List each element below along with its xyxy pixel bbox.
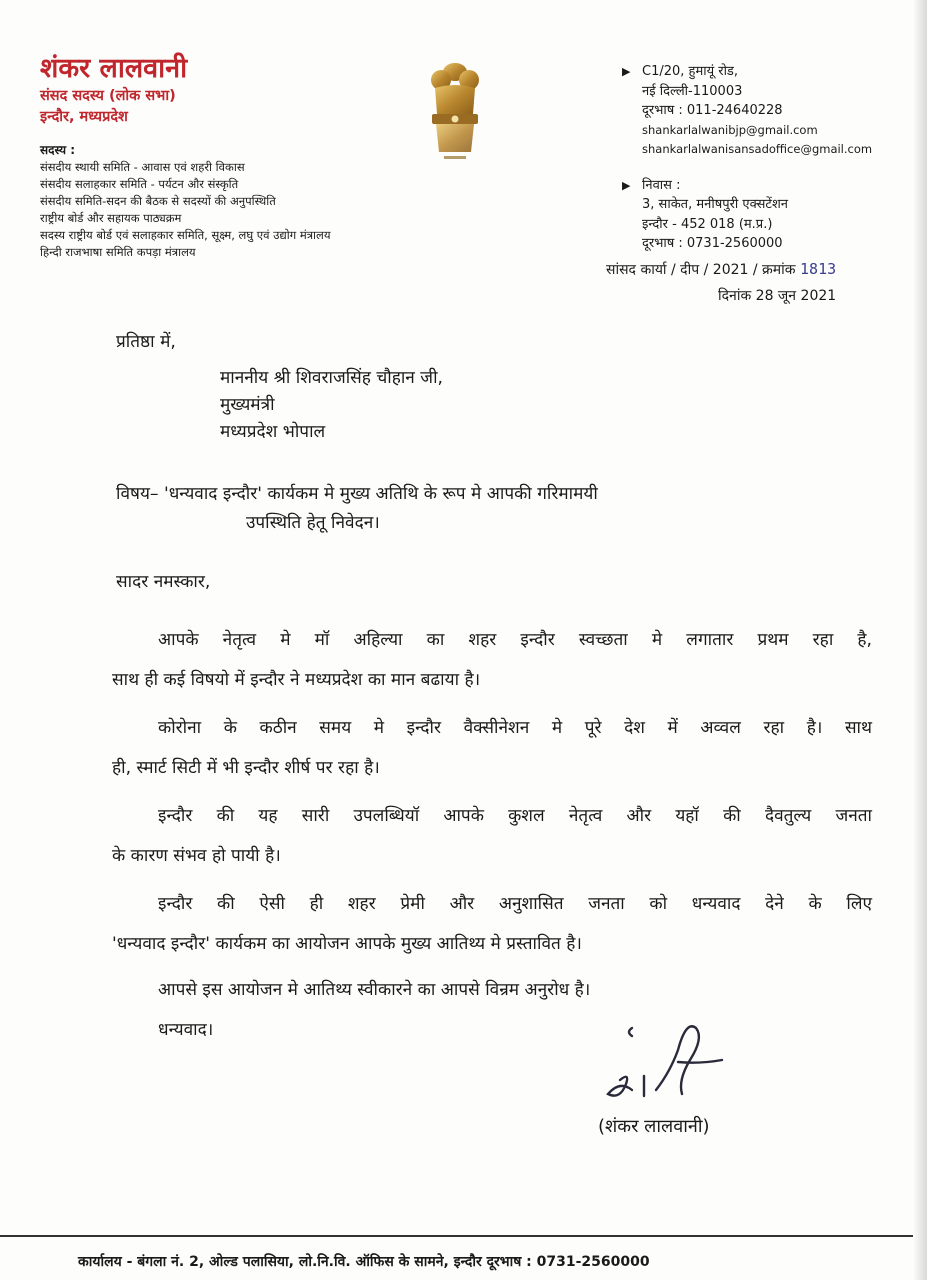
- paragraph-line: 'धन्यवाद इन्दौर' कार्यकम का आयोजन आपके मुख्य आतिथ्य मे प्रस्तावित है।: [112, 934, 582, 954]
- paragraph-line: इन्दौर की ऐसी ही शहर प्रेमी और अनुशासित जनता को धन्यवाद देने के लिए: [158, 894, 872, 914]
- delhi-address-line: नई दिल्ली-110003: [642, 83, 743, 99]
- letterhead-left: [40, 52, 420, 128]
- letter-date: दिनांक 28 जून 2021: [718, 288, 837, 304]
- greeting: सादर नमस्कार,: [116, 572, 211, 592]
- recipient-place: मध्यप्रदेश भोपाल: [220, 422, 326, 442]
- subject-line: उपस्थिति हेतू निवेदन।: [246, 513, 380, 533]
- residence-phone: दूरभाष : 0731-2560000: [642, 236, 783, 251]
- residence-label: निवास :: [642, 177, 681, 193]
- letterhead-right: [622, 62, 902, 254]
- membership-item: सदस्य राष्ट्रीय बोर्ड एवं सलाहकार समिति, सूक्ष्म, लघु एवं उद्योग मंत्रालय: [40, 228, 331, 242]
- membership-item: संसदीय सलाहकार समिति - पर्यटन और संस्कृति: [40, 177, 239, 191]
- recipient-name: माननीय श्री शिवराजसिंह चौहान जी,: [220, 368, 443, 388]
- paragraph: [112, 892, 872, 972]
- paragraph: [112, 628, 872, 708]
- email-link[interactable]: shankarlalwanisansadoffice@gmail.com: [642, 142, 873, 156]
- page-edge-shadow: [913, 0, 927, 1280]
- residence-address-line: 3, साकेत, मनीषपुरी एक्सटेंशन: [642, 197, 789, 212]
- membership-item: संसदीय समिति-सदन की बैठक से सदस्यों की अनुपस्थिति: [40, 194, 276, 208]
- ref-prefix: सांसद कार्या / दीप / 2021 / क्रमांक: [606, 262, 796, 278]
- subject-line: विषय– 'धन्यवाद इन्दौर' कार्यकम मे मुख्य अतिथि के रूप मे आपकी गरिमामयी: [116, 484, 598, 504]
- recipient-title: मुख्यमंत्री: [220, 395, 275, 415]
- paragraph-line: आपके नेतृत्व मे मॉ अहिल्या का शहर इन्दौर स्वच्छता मे लगातार प्रथम रहा है,: [158, 630, 872, 650]
- footer-office-address: कार्यालय - बंगला नं. 2, ओल्ड पलासिया, लो.नि.वि. ऑफिस के सामने, इन्दौर दूरभाष : 0731-2560000: [78, 1254, 650, 1270]
- membership-item: हिन्दी राजभाषा समिति कपड़ा मंत्रालय: [40, 245, 196, 259]
- paragraph: [112, 716, 872, 796]
- delhi-phone: दूरभाष : 011-24640228: [642, 103, 783, 118]
- salutation-to: प्रतिष्ठा में,: [116, 332, 176, 352]
- handwritten-signature: [590, 1010, 770, 1110]
- sender-place: इन्दौर, मध्यप्रदेश: [40, 109, 128, 125]
- bullet-arrow-icon: ▶: [622, 178, 631, 192]
- paragraph-line: साथ ही कई विषयो में इन्दौर ने मध्यप्रदेश का मान बढाया है।: [112, 670, 481, 690]
- residence-address-line: इन्दौर - 452 018 (म.प्र.): [642, 216, 773, 232]
- sender-name: शंकर लालवानी: [40, 53, 188, 84]
- subject-block: [116, 482, 876, 535]
- bullet-arrow-icon: ▶: [622, 65, 631, 78]
- footer-divider: [0, 1235, 927, 1237]
- paragraph-line: आपसे इस आयोजन मे आतिथ्य स्वीकारने का आपसे विन्रम अनुरोध है।: [158, 980, 591, 1000]
- membership-item: संसदीय स्थायी समिति - आवास एवं शहरी विकास: [40, 160, 245, 174]
- email-link[interactable]: shankarlalwanibjp@gmail.com: [642, 122, 818, 137]
- paragraph-line: कोरोना के कठीन समय मे इन्दौर वैक्सीनेशन मे पूरे देश में अव्वल रहा है। साथ: [158, 718, 872, 738]
- closing: धन्यवाद।: [158, 1020, 214, 1040]
- paragraph-line: ही, स्मार्ट सिटी में भी इन्दौर शीर्ष पर रहा है।: [112, 758, 380, 778]
- members-label: सदस्य :: [40, 143, 76, 157]
- paragraph-line: इन्दौर की यह सारी उपलब्धियॉ आपके कुशल नेतृत्व और यहॉ की दैवतुल्य जनता: [158, 806, 872, 826]
- sender-designation: संसद सदस्य (लोक सभा): [40, 88, 176, 104]
- ashoka-emblem-icon: [426, 58, 484, 164]
- membership-item: राष्ट्रीय बोर्ड और सहायक पाठ्यक्रम: [40, 211, 182, 225]
- delhi-address-line: C1/20, हुमायूं रोड,: [642, 64, 739, 79]
- ref-handwritten-number: 1813: [800, 260, 837, 278]
- paragraph: [112, 804, 872, 884]
- reference-number: [606, 260, 836, 279]
- signatory-name: (शंकर लालवानी): [598, 1116, 710, 1137]
- memberships-block: [40, 142, 420, 261]
- paragraph-line: के कारण संभव हो पायी है।: [112, 846, 281, 866]
